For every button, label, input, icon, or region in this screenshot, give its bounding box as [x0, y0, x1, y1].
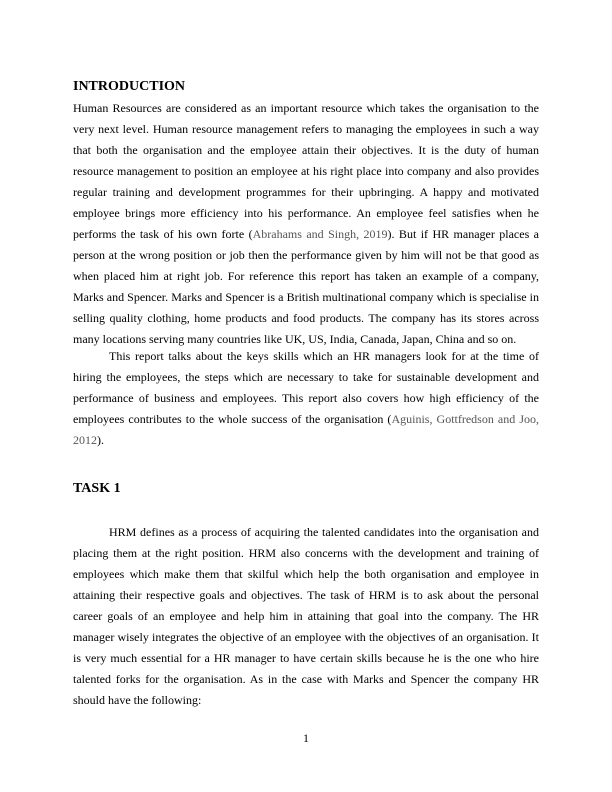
introduction-paragraph-2-text-b: ).: [97, 433, 104, 447]
introduction-paragraph-1-text-a: Human Resources are considered as an important resource which takes the organisation to the very next level. Human resource management refers to managing the employees in such a way that both the organisation and the employee attain their objectives. It is the duty of human resource management to position an employee at his right place into company and also provides regular training and development programmes for their upbringing. A happy and motivated employee brings more efficiency into his performance. An employee feel satisfies when he performs the task of his own forte (: [73, 101, 539, 241]
introduction-heading: INTRODUCTION: [73, 79, 186, 94]
citation-abrahams-singh: Abrahams and Singh, 2019: [252, 227, 388, 241]
citation-aguinis-gottfredson-joo: Aguinis, Gottfredson and Joo, 2012: [73, 412, 540, 447]
introduction-paragraph-2: [73, 346, 539, 451]
page-number: 1: [303, 731, 309, 745]
introduction-paragraph-1: [73, 98, 539, 350]
introduction-paragraph-2-text-a: This report talks about the keys skills which an HR managers look for at the time of hiring the employees, the steps which are necessary to take for sustainable development and performance of business and employees. This report also covers how high efficiency of the employees contributes to the whole success of the organisation (: [73, 349, 539, 426]
task1-paragraph-1: HRM defines as a process of acquiring the talented candidates into the organisation and placing them at the right position. HRM also concerns with the development and training of employees which make them that skilful which help the both organisation and employee in attaining their respective goals and objectives. The task of HRM is to ask about the personal career goals of an employee and help him in attaining that goal into the company. The HR manager wisely integrates the objective of an employee with the objectives of an organisation. It is very much essential for a HR manager to have certain skills because he is the one who hire talented forks for the organisation. As in the case with Marks and Spencer the company HR should have the following:: [73, 525, 539, 707]
introduction-paragraph-1-text-b: ). But if HR manager places a person at the wrong position or job then the performance given by him will not be that good as when placed him at right job. For reference this report has taken an example of a company, Marks and Spencer. Marks and Spencer is a British multinational company which is specialise in selling quality clothing, home products and food products. The company has its stores across many locations serving many countries like UK, US, India, Canada, Japan, China and so on.: [73, 227, 540, 346]
task1-heading: TASK 1: [73, 481, 121, 496]
